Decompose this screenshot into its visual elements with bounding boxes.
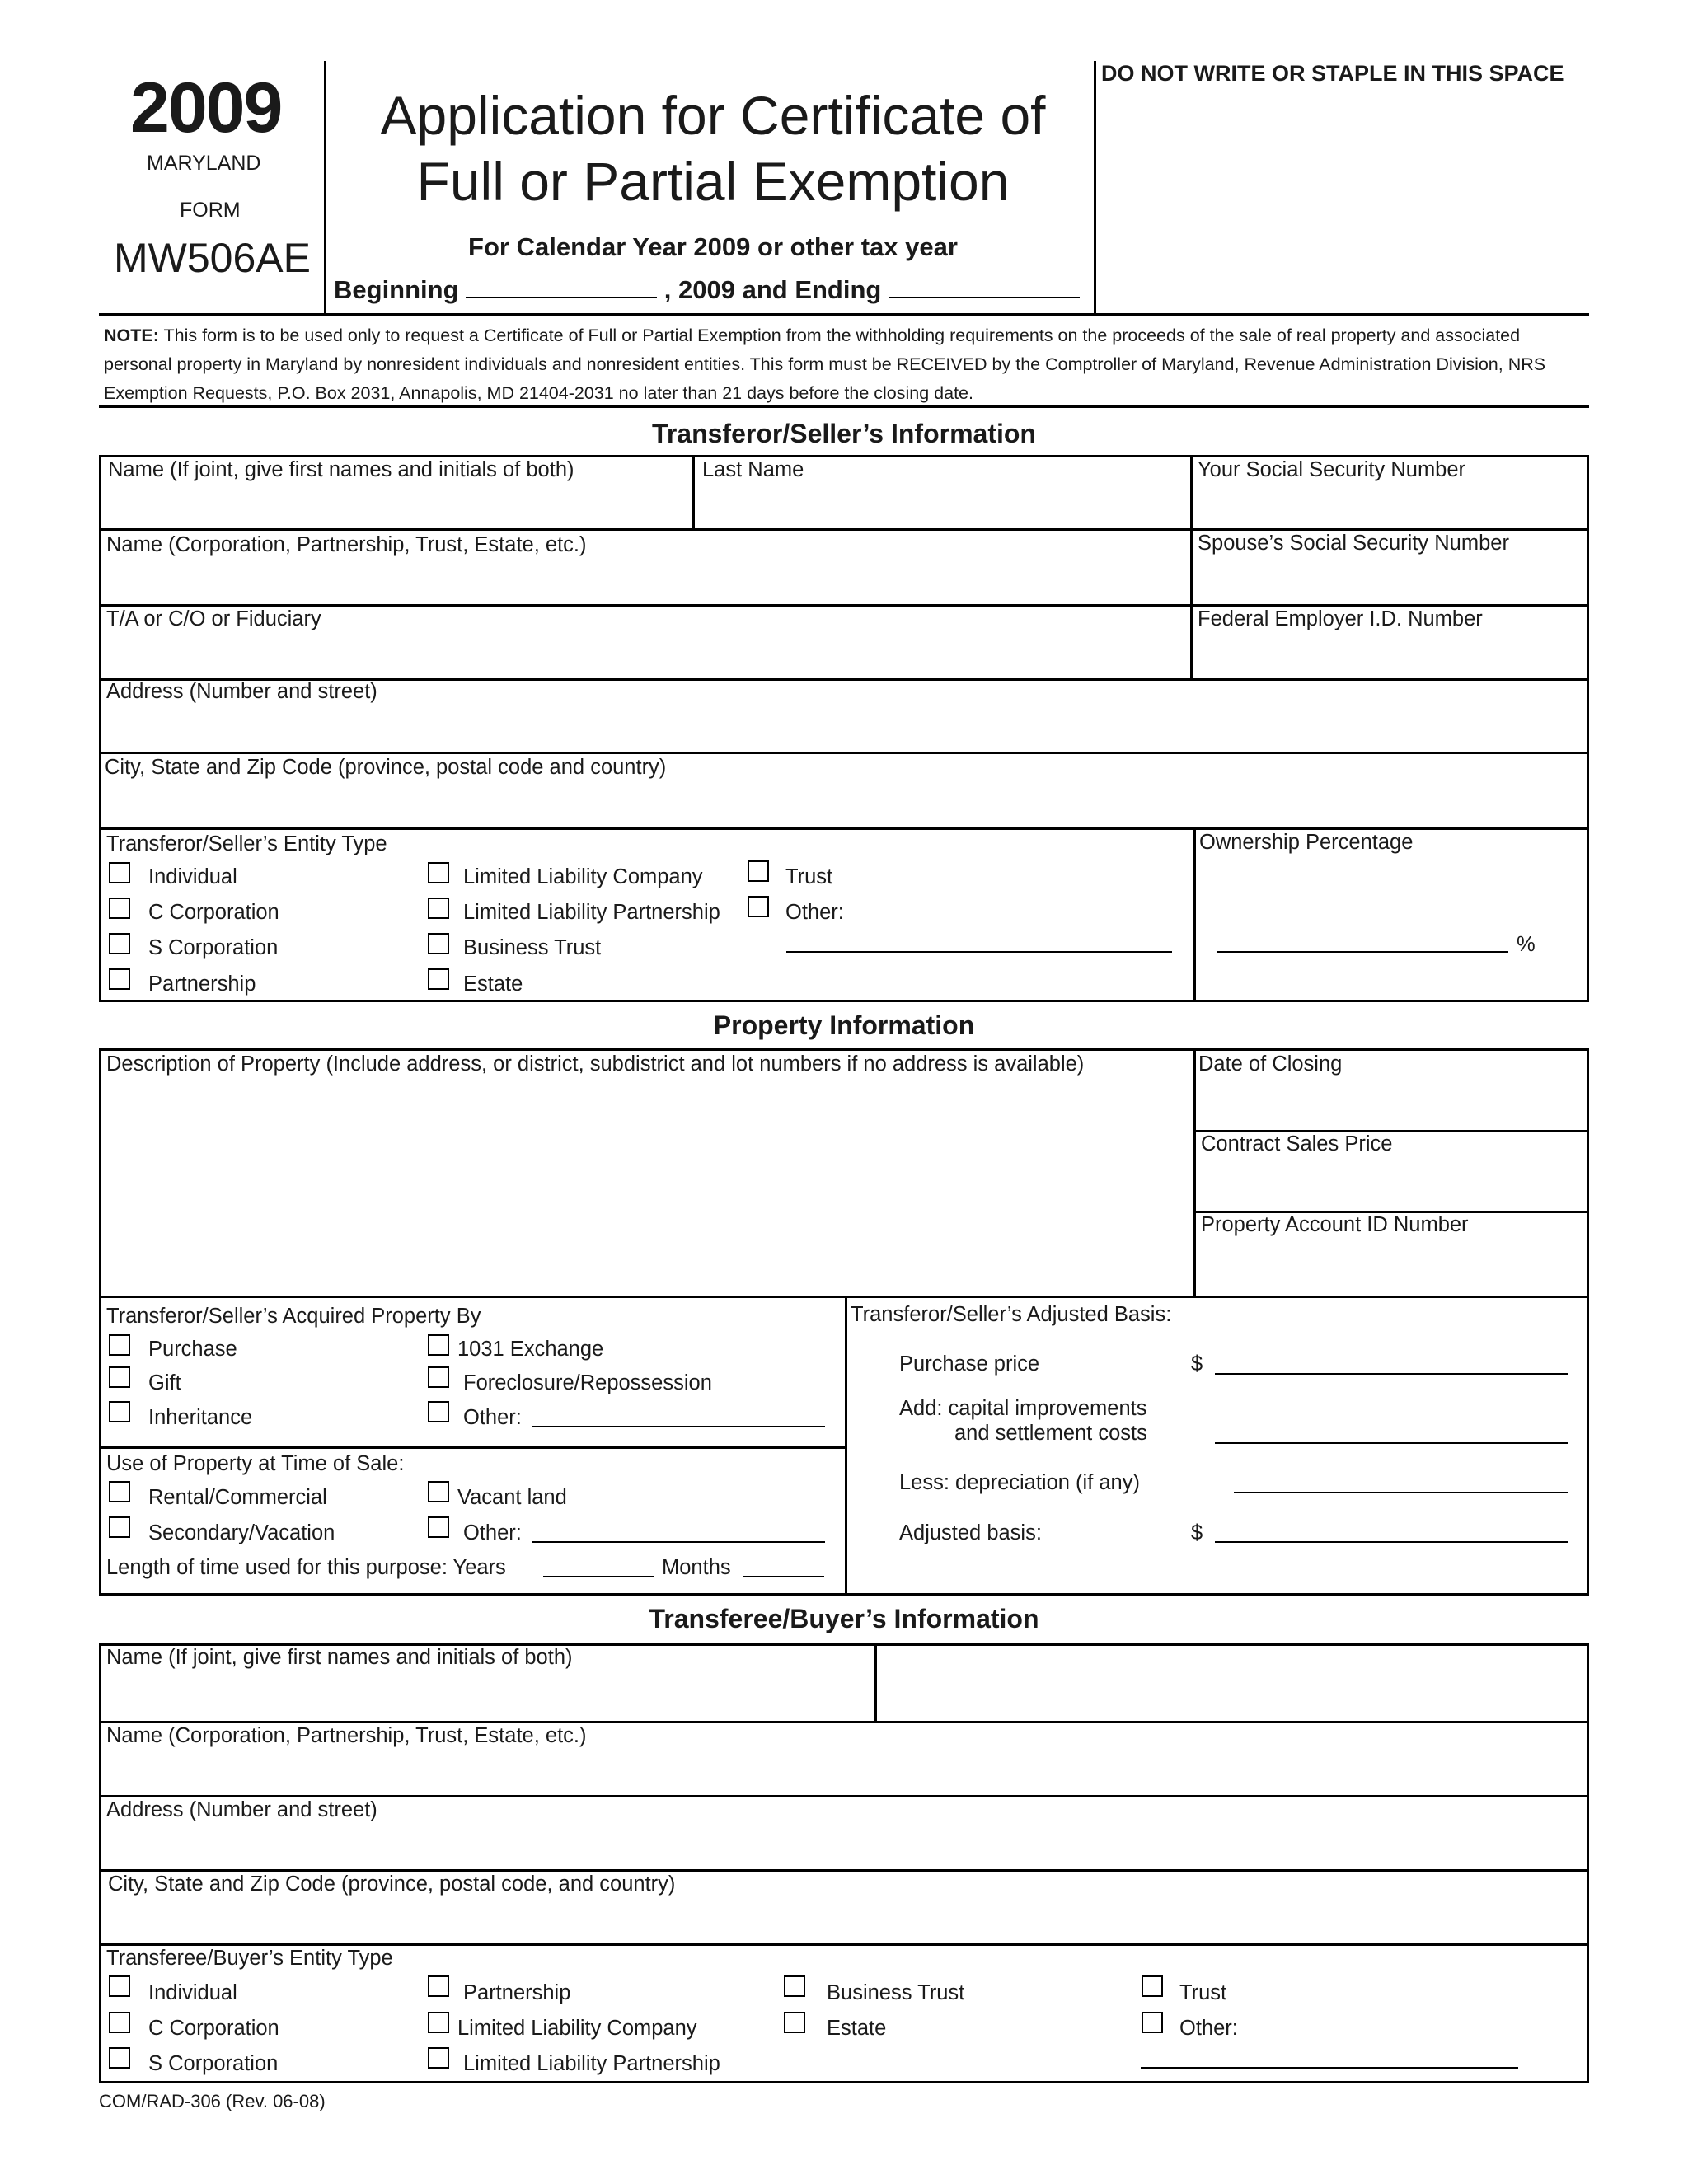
buyer-entity-label: Limited Liability Company <box>457 2017 697 2040</box>
state-label: MARYLAND <box>147 152 261 175</box>
property-account-id-label: Property Account ID Number <box>1201 1213 1469 1236</box>
seller-entity-label: Estate <box>463 972 523 996</box>
acquired-1031-exchange-checkbox[interactable] <box>428 1334 449 1356</box>
adjusted-basis-label: Adjusted basis: <box>899 1521 1042 1544</box>
use-other-field[interactable] <box>532 1541 825 1543</box>
calendar-year-line: For Calendar Year 2009 or other tax year <box>468 232 958 261</box>
add-improvements-label: Add: capital improvements <box>899 1397 1147 1420</box>
buyer-entity-estate-checkbox[interactable] <box>784 2012 805 2033</box>
buyer-name-corp-label: Name (Corporation, Partnership, Trust, Estate, etc.) <box>106 1724 587 1747</box>
seller-entity-c-corp-checkbox[interactable] <box>109 898 130 919</box>
less-depreciation-label: Less: depreciation (if any) <box>899 1471 1140 1494</box>
note-paragraph: NOTE: This form is to be used only to request a Certificate of Full or Partial Exemption from the withholding requirements on the proceeds of the sale of real property and associated personal property in Maryland by nonresident individuals and nonresident entities. This form must be RECEIVED by the Comptroller of Maryland, Revenue Administration Division, NRS Exemption Requests, P.O. Box 2031, Annapolis, MD 21404-2031 no later than 21 days before the closing date. <box>104 326 1546 403</box>
use-other-checkbox[interactable] <box>428 1516 449 1538</box>
acquired-label: Foreclosure/Repossession <box>463 1371 712 1394</box>
acquired-label: Gift <box>148 1371 181 1394</box>
dollar-sign: $ <box>1191 1352 1203 1376</box>
seller-entity-trust-checkbox[interactable] <box>748 860 769 882</box>
seller-ssn-label: Your Social Security Number <box>1198 458 1466 481</box>
buyer-entity-label: Other: <box>1179 2017 1238 2040</box>
acquired-foreclosure-checkbox[interactable] <box>428 1366 449 1388</box>
seller-name-joint-label: Name (If joint, give first names and initials of both) <box>108 458 574 481</box>
buyer-entity-label: Estate <box>827 2017 887 2040</box>
seller-entity-llp-checkbox[interactable] <box>428 898 449 919</box>
use-label: Other: <box>463 1521 522 1544</box>
adjusted-basis-field[interactable] <box>1215 1541 1568 1543</box>
purchase-price-field[interactable] <box>1215 1373 1568 1375</box>
buyer-entity-business-trust-checkbox[interactable] <box>784 1975 805 1997</box>
ownership-percentage-field[interactable] <box>1217 951 1508 953</box>
buyer-entity-label: Partnership <box>463 1981 571 2004</box>
tax-year-period: Beginning , 2009 and Ending <box>334 275 1080 305</box>
buyer-entity-other-checkbox[interactable] <box>1142 2012 1163 2033</box>
property-description-label: Description of Property (Include address, or district, subdistrict and lot numbers if no address is available) <box>106 1052 1085 1076</box>
contract-sales-price-label: Contract Sales Price <box>1201 1132 1393 1155</box>
seller-entity-label: C Corporation <box>148 901 279 924</box>
depreciation-field[interactable] <box>1234 1492 1568 1493</box>
form-year: 2009 <box>130 68 282 148</box>
use-label: Rental/Commercial <box>148 1486 327 1509</box>
seller-city-label: City, State and Zip Code (province, postal code and country) <box>105 756 667 779</box>
seller-entity-label: Individual <box>148 865 237 888</box>
adjusted-basis-heading: Transferor/Seller’s Adjusted Basis: <box>851 1303 1172 1326</box>
form-revision: COM/RAD-306 (Rev. 06-08) <box>99 2091 326 2111</box>
seller-entity-llc-checkbox[interactable] <box>428 862 449 883</box>
seller-entity-business-trust-checkbox[interactable] <box>428 933 449 954</box>
months-label: Months <box>662 1556 731 1579</box>
acquired-inheritance-checkbox[interactable] <box>109 1401 130 1422</box>
seller-entity-label: Limited Liability Partnership <box>463 901 720 924</box>
seller-entity-other-field[interactable] <box>786 951 1172 953</box>
buyer-entity-label: Business Trust <box>827 1981 965 2004</box>
improvements-field[interactable] <box>1215 1442 1568 1444</box>
acquired-gift-checkbox[interactable] <box>109 1366 130 1388</box>
buyer-address-label: Address (Number and street) <box>106 1798 377 1821</box>
buyer-section-heading: Transferee/Buyer’s Information <box>649 1604 1039 1633</box>
years-field[interactable] <box>543 1576 654 1577</box>
header-rule <box>99 313 1589 316</box>
acquired-other-field[interactable] <box>532 1426 825 1427</box>
acquired-label: 1031 Exchange <box>457 1338 604 1361</box>
use-secondary-vacation-checkbox[interactable] <box>109 1516 130 1538</box>
acquired-label: Purchase <box>148 1338 237 1361</box>
use-label: Vacant land <box>457 1486 567 1509</box>
seller-entity-label: Trust <box>785 865 833 888</box>
seller-entity-label: Limited Liability Company <box>463 865 703 888</box>
buyer-entity-other-field[interactable] <box>1141 2067 1518 2069</box>
seller-entity-estate-checkbox[interactable] <box>428 968 449 990</box>
seller-entity-individual-checkbox[interactable] <box>109 862 130 883</box>
buyer-entity-individual-checkbox[interactable] <box>109 1975 130 1997</box>
buyer-entity-label: S Corporation <box>148 2052 279 2075</box>
percent-sign: % <box>1517 933 1536 956</box>
seller-entity-other-checkbox[interactable] <box>748 896 769 917</box>
seller-entity-label: S Corporation <box>148 936 279 959</box>
date-of-closing-label: Date of Closing <box>1198 1052 1343 1076</box>
buyer-entity-label: Limited Liability Partnership <box>463 2052 720 2075</box>
seller-ta-co-label: T/A or C/O or Fiduciary <box>106 607 321 630</box>
seller-entity-label: Other: <box>785 901 844 924</box>
do-not-write-notice: DO NOT WRITE OR STAPLE IN THIS SPACE <box>1101 61 1564 86</box>
acquired-other-checkbox[interactable] <box>428 1401 449 1422</box>
property-section-heading: Property Information <box>713 1010 975 1040</box>
use-label: Secondary/Vacation <box>148 1521 335 1544</box>
months-field[interactable] <box>743 1576 824 1577</box>
seller-last-name-label: Last Name <box>702 458 804 481</box>
seller-entity-label: Partnership <box>148 972 256 996</box>
ending-date-field[interactable] <box>889 297 1080 298</box>
use-vacant-land-checkbox[interactable] <box>428 1481 449 1502</box>
buyer-entity-partnership-checkbox[interactable] <box>428 1975 449 1997</box>
acquired-label: Other: <box>463 1406 522 1429</box>
add-improvements-label-2: and settlement costs <box>954 1422 1147 1445</box>
buyer-entity-label: C Corporation <box>148 2017 279 2040</box>
buyer-city-label: City, State and Zip Code (province, postal code, and country) <box>108 1872 676 1896</box>
acquired-by-heading: Transferor/Seller’s Acquired Property By <box>106 1305 481 1328</box>
seller-entity-label: Business Trust <box>463 936 602 959</box>
seller-entity-partnership-checkbox[interactable] <box>109 968 130 990</box>
seller-entity-s-corp-checkbox[interactable] <box>109 933 130 954</box>
use-of-property-heading: Use of Property at Time of Sale: <box>106 1452 405 1475</box>
ownership-percentage-label: Ownership Percentage <box>1199 831 1414 854</box>
buyer-entity-trust-checkbox[interactable] <box>1142 1975 1163 1997</box>
dollar-sign: $ <box>1191 1521 1203 1544</box>
form-title: Application for Certificate of Full or Partial Exemption <box>380 85 1046 212</box>
form-code: MW506AE <box>114 235 311 281</box>
buyer-entity-label: Individual <box>148 1981 237 2004</box>
buyer-name-joint-label: Name (If joint, give first names and initials of both) <box>106 1646 573 1669</box>
seller-address-label: Address (Number and street) <box>106 680 377 703</box>
seller-section-heading: Transferor/Seller’s Information <box>652 419 1036 448</box>
form-word: FORM <box>180 199 241 222</box>
use-rental-commercial-checkbox[interactable] <box>109 1481 130 1502</box>
header-divider-left <box>324 61 326 313</box>
seller-fein-label: Federal Employer I.D. Number <box>1198 607 1483 630</box>
beginning-date-field[interactable] <box>466 297 657 298</box>
seller-spouse-ssn-label: Spouse’s Social Security Number <box>1198 532 1509 555</box>
buyer-entity-label: Trust <box>1179 1981 1227 2004</box>
note-rule <box>99 405 1589 408</box>
acquired-purchase-checkbox[interactable] <box>109 1334 130 1356</box>
purchase-price-label: Purchase price <box>899 1352 1040 1376</box>
buyer-entity-llc-checkbox[interactable] <box>428 2012 449 2033</box>
buyer-entity-llp-checkbox[interactable] <box>428 2047 449 2069</box>
buyer-entity-heading: Transferee/Buyer’s Entity Type <box>106 1947 393 1970</box>
buyer-entity-c-corp-checkbox[interactable] <box>109 2012 130 2033</box>
acquired-label: Inheritance <box>148 1406 253 1429</box>
length-of-time-label: Length of time used for this purpose: Years <box>106 1556 506 1579</box>
seller-entity-heading: Transferor/Seller’s Entity Type <box>106 832 387 855</box>
buyer-entity-s-corp-checkbox[interactable] <box>109 2047 130 2069</box>
seller-name-corp-label: Name (Corporation, Partnership, Trust, Estate, etc.) <box>106 533 587 556</box>
